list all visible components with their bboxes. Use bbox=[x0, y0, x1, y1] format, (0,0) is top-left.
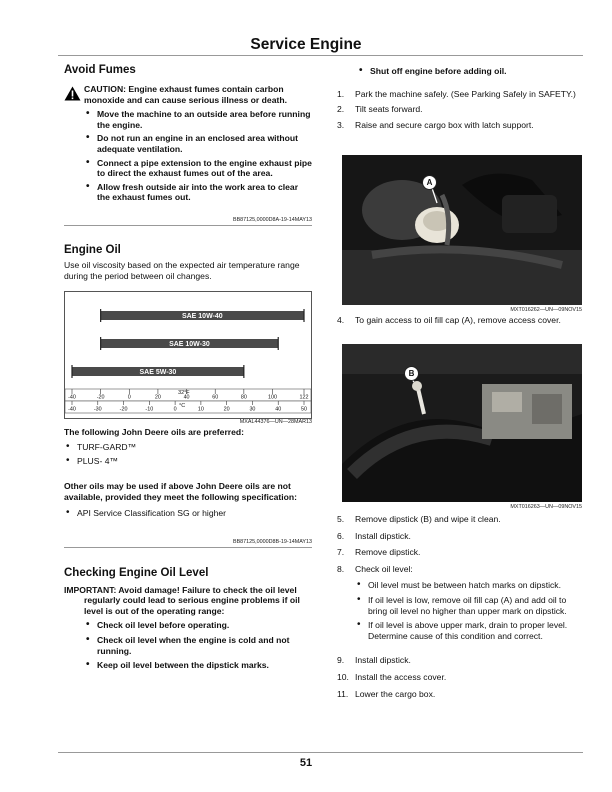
oil-viscosity-chart bbox=[64, 291, 312, 419]
step-item: 4. To gain access to oil fill cap (A), remove access cover. bbox=[337, 315, 561, 325]
steps-5-8 bbox=[337, 514, 585, 699]
title-rule bbox=[58, 55, 583, 56]
photo1-ref: MXT016262—UN—09NOV15 bbox=[510, 307, 582, 313]
section-rule bbox=[64, 225, 312, 226]
page-title: Service Engine bbox=[250, 36, 362, 53]
c-tick-label: 0 bbox=[173, 406, 177, 413]
c-tick-label: 30 bbox=[249, 406, 256, 413]
bar-label: SAE 10W-30 bbox=[169, 341, 210, 349]
important-text: IMPORTANT: Avoid damage! Failure to check the oil level regularly could lead to serious engine problems if oil level is out of the operating range: bbox=[64, 584, 300, 616]
bar-label: SAE 10W-40 bbox=[181, 313, 223, 321]
check-bullet: • Check oil level when the engine is cold and not running. bbox=[84, 635, 312, 656]
step-item: 7. Remove dipstick. bbox=[337, 547, 421, 558]
f-tick-label: 40 bbox=[183, 394, 190, 401]
f-tick-label: 20 bbox=[154, 394, 161, 401]
step-item: 2. Tilt seats forward. bbox=[337, 104, 423, 115]
c-tick-label: 50 bbox=[301, 406, 307, 413]
engine-oil-ref: BB87125,0000D8B-19-14MAY13 bbox=[232, 538, 312, 545]
footer-rule bbox=[58, 752, 583, 753]
preferred-oil-item: • PLUS- 4™ bbox=[64, 456, 312, 467]
checking-oil-heading: Checking Engine Oil Level bbox=[64, 566, 209, 579]
fumes-bullet: • Connect a pipe extension to the engine exhaust pipe to direct the exhaust fumes out of the area. bbox=[84, 158, 312, 179]
c-scale-band bbox=[65, 401, 311, 413]
oil-fill-cap-photo bbox=[342, 155, 582, 305]
step-item: 5. Remove dipstick (B) and wipe it clean. bbox=[337, 514, 501, 524]
warning-triangle-icon bbox=[64, 86, 81, 101]
page-number: 51 bbox=[299, 757, 313, 769]
other-oils-label: Other oils may be used if above John Deere oils are not available, provided they meet the following specification: bbox=[64, 480, 298, 502]
callout-b: B bbox=[404, 366, 419, 381]
step-item: 1. Park the machine safely. (See Parking Safely in SAFETY.) bbox=[337, 88, 576, 99]
avoid-fumes-heading: Avoid Fumes bbox=[64, 64, 136, 76]
f-tick-label: 80 bbox=[240, 394, 247, 401]
f-tick-label: 122 bbox=[299, 394, 309, 401]
check-bullet: • Keep oil level between the dipstick marks. bbox=[84, 660, 312, 671]
other-oil-item: • API Service Classification SG or higher bbox=[64, 508, 312, 519]
f-unit-label: 32°F bbox=[178, 390, 190, 397]
c-unit-label: °C bbox=[179, 403, 186, 410]
caution-block bbox=[64, 84, 312, 203]
fumes-bullet: • Do not run an engine in an enclosed area without adequate ventilation. bbox=[84, 133, 312, 154]
left-column bbox=[64, 64, 312, 671]
shut-off-bullet: • Shut off engine before adding oil. bbox=[357, 66, 585, 77]
preferred-oil-item: • TURF-GARD™ bbox=[64, 442, 312, 453]
callout-a: A bbox=[422, 175, 437, 190]
step-item: 11. Lower the cargo box. bbox=[337, 688, 436, 699]
c-tick-label: -10 bbox=[145, 406, 154, 413]
oil-viscosity-chart-svg bbox=[64, 291, 312, 419]
step-item: 9. Install dipstick. bbox=[337, 655, 411, 666]
oil-level-bullet: • If oil level is low, remove oil fill cap (A) and add oil to bring oil level no higher than upper mark on dipstick. bbox=[355, 595, 585, 616]
c-tick-label: -20 bbox=[119, 406, 128, 413]
c-tick-label: 20 bbox=[223, 406, 230, 413]
oil-level-bullet: • Oil level must be between hatch marks on dipstick. bbox=[355, 580, 585, 591]
oil-level-bullet: • If oil level is above upper mark, drain to proper level. Determine cause of this condition and correct. bbox=[355, 620, 585, 641]
c-tick-label: -40 bbox=[68, 406, 76, 413]
f-tick-label: 60 bbox=[212, 394, 219, 401]
fumes-bullet: • Allow fresh outside air into the work area to clear the exhaust fumes out. bbox=[84, 182, 312, 203]
c-tick-label: -30 bbox=[93, 406, 102, 413]
step-item: 3. Raise and secure cargo box with latch support. bbox=[337, 119, 534, 130]
dipstick-photo bbox=[342, 344, 582, 502]
f-tick-label: 0 bbox=[127, 394, 131, 401]
engine-oil-intro: Use oil viscosity based on the expected air temperature range during the period between oil changes. bbox=[64, 259, 300, 281]
preferred-oils-label: The following John Deere oils are preferred: bbox=[64, 427, 245, 438]
step-item: 6. Install dipstick. bbox=[337, 530, 411, 541]
right-column bbox=[337, 66, 585, 130]
f-tick-label: -40 bbox=[68, 394, 76, 401]
caution-text: CAUTION: Engine exhaust fumes contain carbon monoxide and can cause serious illness or death. bbox=[84, 84, 287, 105]
c-tick-label: 40 bbox=[275, 406, 282, 413]
c-tick-label: 10 bbox=[197, 406, 204, 413]
step-item: 8. Check oil level: bbox=[337, 563, 413, 574]
f-tick-label: 100 bbox=[267, 394, 277, 401]
step-item: 10. Install the access cover. bbox=[337, 671, 447, 682]
section-rule bbox=[64, 547, 312, 548]
fumes-ref: BB87125,0000D8A-19-14MAY13 bbox=[232, 216, 312, 223]
photo2-ref: MXT016263—UN—09NOV15 bbox=[510, 504, 582, 510]
f-tick-label: -20 bbox=[96, 394, 105, 401]
check-bullet: • Check oil level before operating. bbox=[84, 620, 312, 631]
engine-oil-heading: Engine Oil bbox=[64, 243, 121, 256]
bar-label: SAE 5W-30 bbox=[139, 369, 177, 377]
chart-ref: MXAL44376—UN—28MAR13 bbox=[239, 419, 312, 426]
fumes-bullet: • Move the machine to an outside area before running the engine. bbox=[84, 109, 312, 130]
